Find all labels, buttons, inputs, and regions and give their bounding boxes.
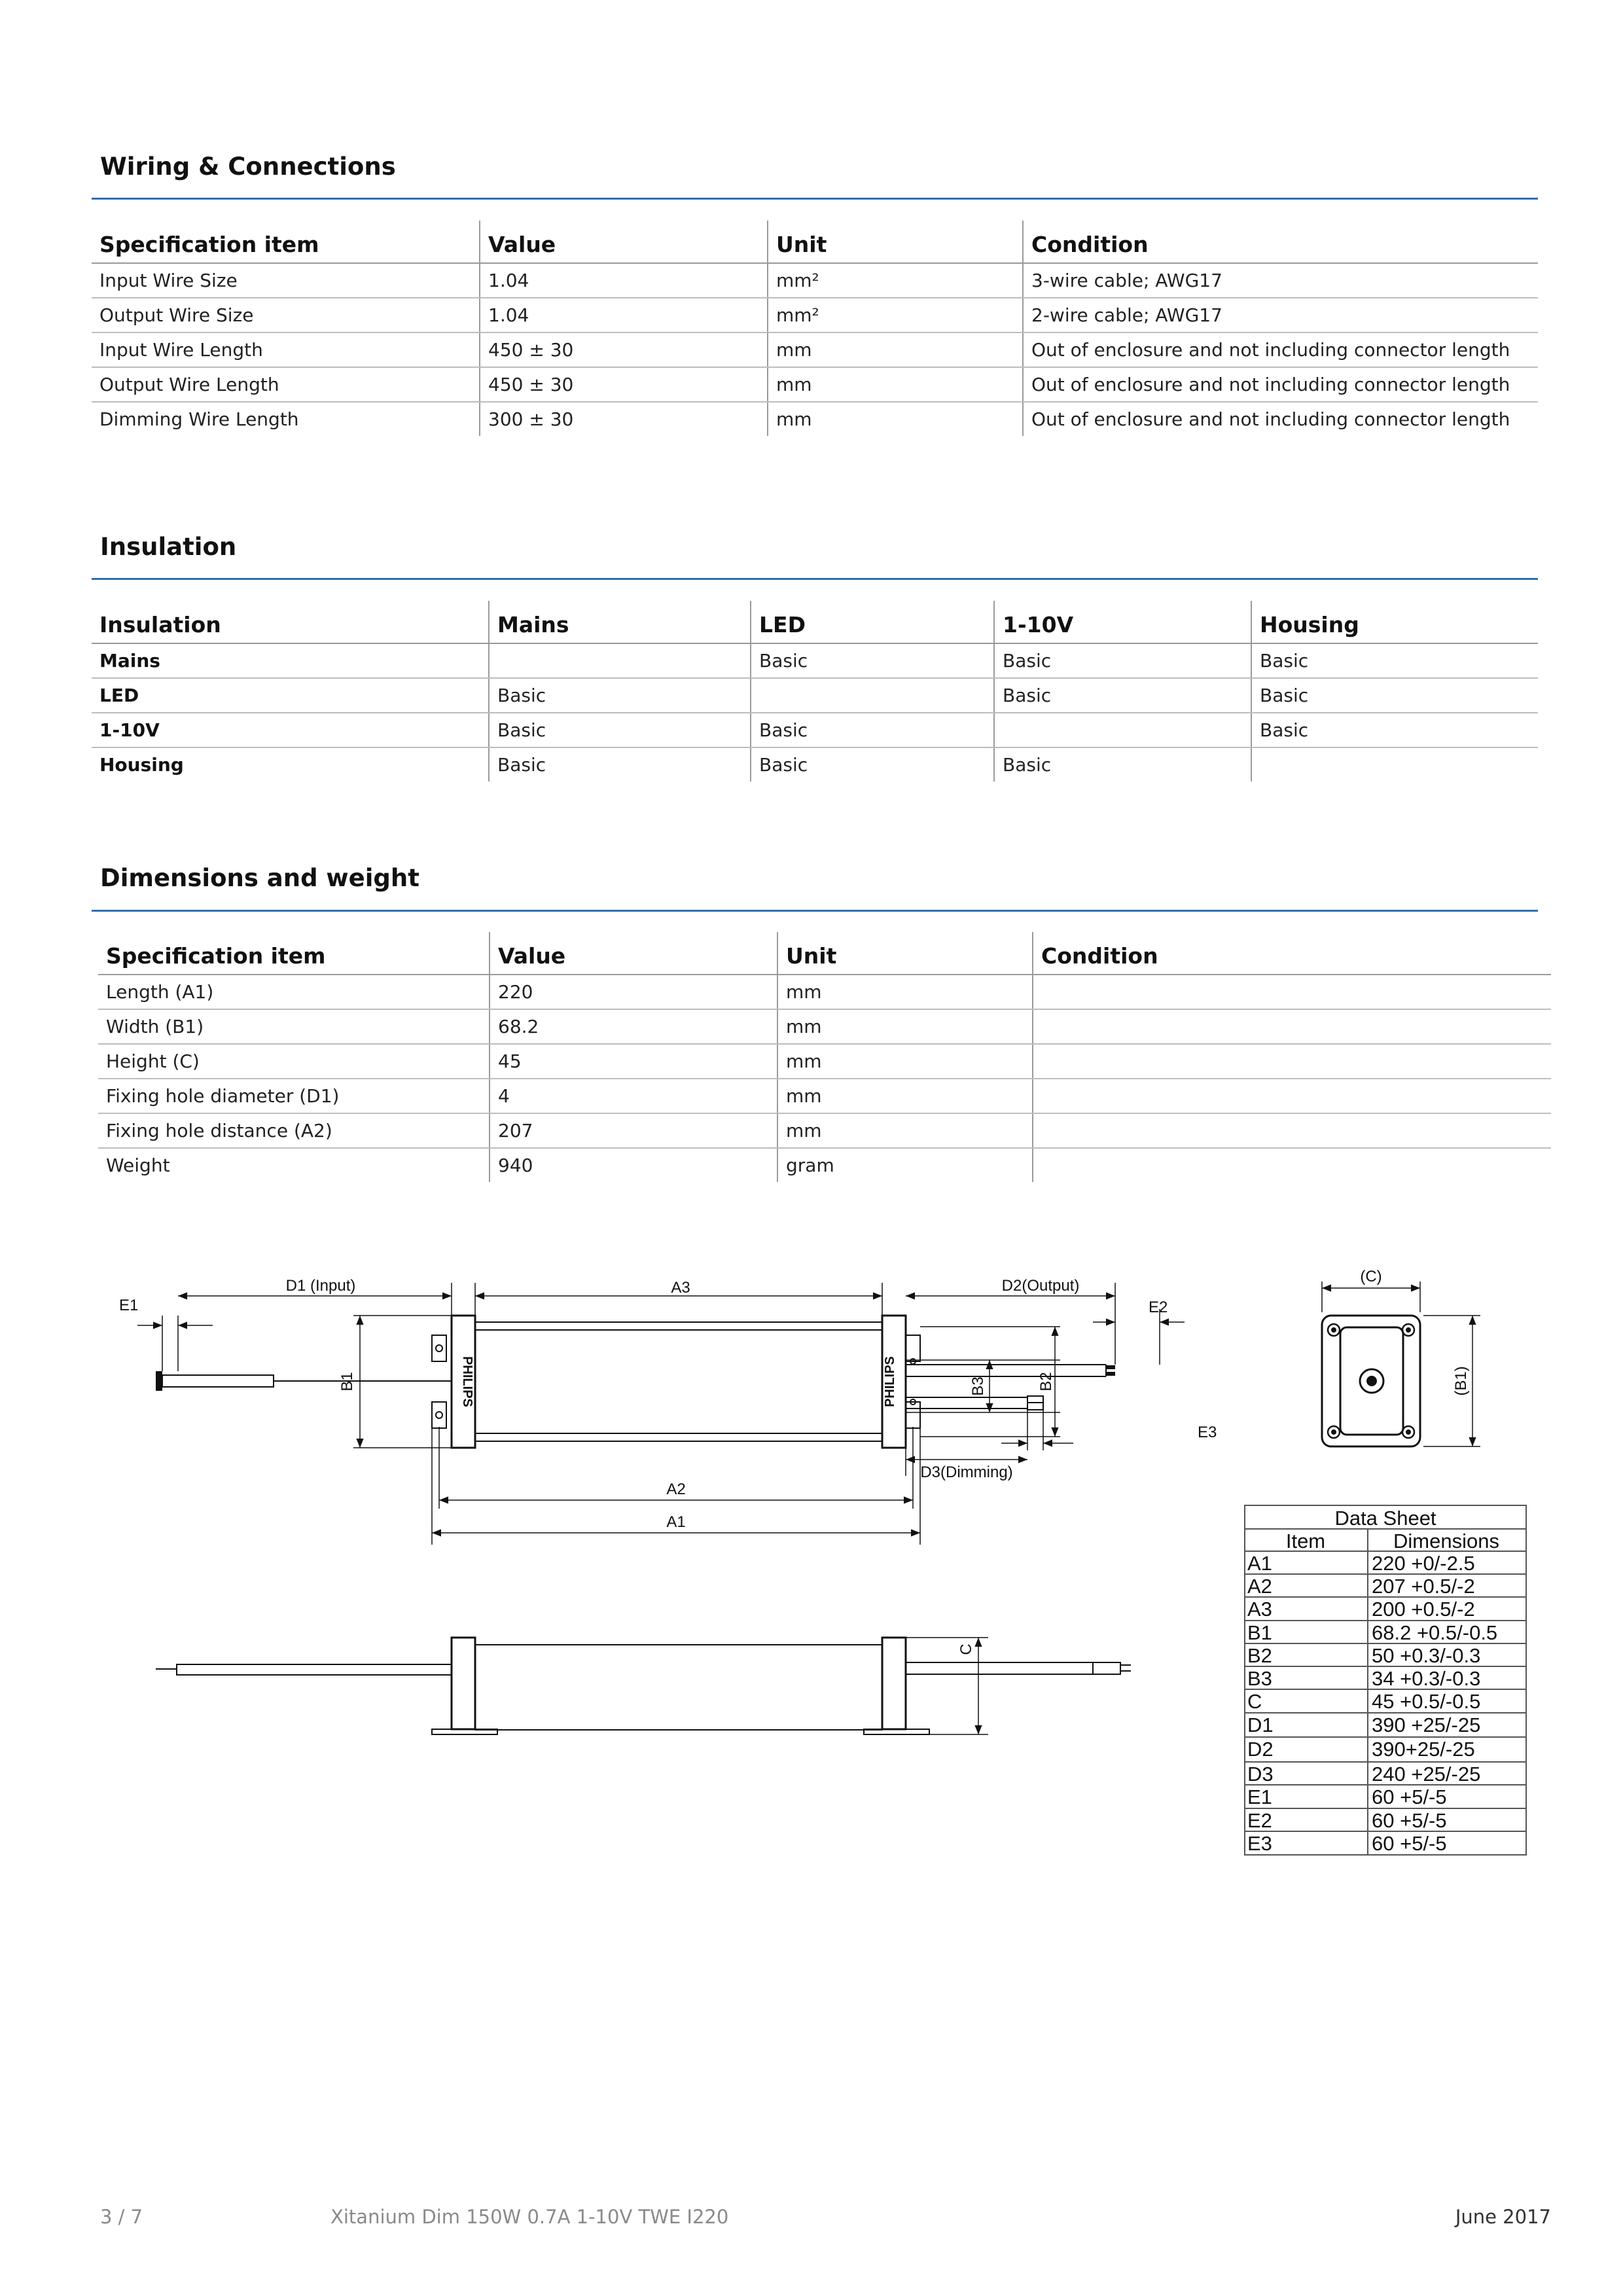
technical-drawing [98, 1230, 1531, 1892]
datasheet-value: 390+25/-25 [1372, 1738, 1475, 1761]
table-cell: Height (C) [98, 1044, 490, 1079]
row-header: Housing [99, 754, 184, 776]
table-cell: 450 ± 30 [480, 332, 768, 367]
end-view [1322, 1268, 1480, 1446]
table-cell: mm² [768, 263, 1023, 298]
table-row [92, 367, 1538, 402]
wiring-section-title: Wiring & Connections [100, 152, 396, 181]
label-a1: A1 [666, 1513, 686, 1531]
datasheet-header: Dimensions [1393, 1530, 1499, 1552]
datasheet-value: 200 +0.5/-2 [1372, 1598, 1475, 1621]
table-cell: Out of enclosure and not including connector length [1023, 402, 1538, 436]
table-cell: Basic [1251, 678, 1538, 713]
table-cell [489, 643, 751, 678]
table-header-row [92, 601, 1538, 643]
label-d3: D3(Dimming) [920, 1463, 1013, 1481]
table-cell: Output Wire Size [92, 298, 480, 332]
label-b1-side: (B1) [1452, 1366, 1470, 1396]
insulation-table [92, 601, 1538, 781]
table-cell: Basic [1251, 643, 1538, 678]
column-header: Unit [768, 221, 1023, 263]
table-cell: Basic [489, 713, 751, 747]
table-cell: Basic [489, 747, 751, 781]
row-header: Mains [92, 643, 489, 678]
table-cell [1033, 1009, 1551, 1044]
table-row [98, 975, 1551, 1009]
datasheet-value: 60 +5/-5 [1372, 1785, 1447, 1808]
table-header-row [92, 221, 1538, 263]
table-cell: mm² [768, 298, 1023, 332]
table-cell: Basic [489, 678, 751, 713]
label-e2: E2 [1149, 1299, 1168, 1316]
table-cell [1033, 1079, 1551, 1113]
table-cell [1033, 1113, 1551, 1148]
table-cell: 1.04 [480, 298, 768, 332]
table-cell: mm [777, 1044, 1033, 1079]
datasheet-item: A1 [1247, 1552, 1272, 1575]
dimensions-section-title: Dimensions and weight [100, 864, 419, 892]
table-cell: 4 [490, 1079, 777, 1113]
datasheet-item: E2 [1247, 1809, 1272, 1832]
datasheet-item: C [1247, 1690, 1262, 1713]
column-header: Housing [1251, 601, 1538, 643]
column-header: Mains [489, 601, 751, 643]
table-row [92, 298, 1538, 332]
table-row [98, 1079, 1551, 1113]
label-b2: B2 [1037, 1372, 1055, 1391]
datasheet-value: 34 +0.3/-0.3 [1372, 1667, 1481, 1690]
table-cell: 68.2 [490, 1009, 777, 1044]
column-header: Condition [1033, 932, 1551, 975]
wiring-section-rule [92, 198, 1538, 200]
table-row [92, 713, 1538, 747]
table-cell: Basic [751, 747, 994, 781]
row-header: LED [92, 678, 489, 713]
table-row [98, 1044, 1551, 1079]
row-header: 1-10V [92, 713, 489, 747]
top-view [119, 1277, 1217, 1545]
table-cell: 940 [490, 1148, 777, 1182]
table-cell: mm [768, 332, 1023, 367]
datasheet-item: A3 [1247, 1598, 1272, 1621]
label-e3: E3 [1198, 1424, 1217, 1441]
document-date: June 2017 [1455, 2206, 1551, 2228]
table-row [92, 263, 1538, 298]
table-cell [1033, 975, 1551, 1009]
column-header: Specification item [98, 932, 490, 975]
datasheet-value: 240 +25/-25 [1372, 1763, 1481, 1785]
table-cell: Weight [106, 1155, 170, 1176]
table-cell: Length (A1) [98, 975, 490, 1009]
insulation-section-title: Insulation [100, 533, 237, 561]
datasheet-value: 390 +25/-25 [1372, 1713, 1481, 1736]
table-cell: Width (B1) [98, 1009, 490, 1044]
table-cell: Out of enclosure and not including connector length [1023, 367, 1538, 402]
table-header-row [98, 932, 1551, 975]
table-row [98, 1148, 1551, 1182]
table-cell: mm [777, 1079, 1033, 1113]
column-header: 1-10V [994, 601, 1251, 643]
side-view [156, 1638, 1131, 1734]
table-cell [1033, 1044, 1551, 1079]
table-cell: gram [777, 1148, 1033, 1182]
product-name: Xitanium Dim 150W 0.7A 1-10V TWE I220 [330, 2206, 729, 2228]
datasheet-item: D1 [1247, 1713, 1274, 1736]
datasheet-item: E1 [1247, 1785, 1272, 1808]
table-row [92, 643, 1538, 678]
table-cell: 207 [490, 1113, 777, 1148]
column-header: Value [480, 221, 768, 263]
datasheet-value: 45 +0.5/-0.5 [1372, 1690, 1481, 1713]
table-cell: Dimming Wire Length [99, 408, 299, 430]
datasheet-value: 50 +0.3/-0.3 [1372, 1644, 1481, 1667]
table-row [92, 402, 1538, 436]
column-header: LED [751, 601, 994, 643]
wiring-table [92, 221, 1538, 436]
datasheet-item: A2 [1247, 1575, 1272, 1598]
label-e1: E1 [119, 1297, 139, 1314]
column-header: Insulation [92, 601, 489, 643]
table-cell: mm [777, 975, 1033, 1009]
table-cell: Basic [994, 747, 1251, 781]
table-cell: 450 ± 30 [480, 367, 768, 402]
datasheet-item: B1 [1247, 1621, 1272, 1644]
brand-label-right: PHILIPS [883, 1356, 897, 1407]
table-cell: Basic [1251, 713, 1538, 747]
table-cell [1033, 1148, 1551, 1182]
label-b3: B3 [969, 1376, 987, 1396]
table-cell [751, 678, 994, 713]
table-cell: Out of enclosure and not including connector length [1023, 332, 1538, 367]
table-row [92, 332, 1538, 367]
label-d1: D1 (Input) [285, 1277, 356, 1295]
datasheet-value: 60 +5/-5 [1372, 1832, 1447, 1855]
datasheet-table [1245, 1505, 1526, 1855]
dimensions-section-rule [92, 910, 1538, 912]
table-row [98, 1009, 1551, 1044]
table-cell: 3-wire cable; AWG17 [1023, 263, 1538, 298]
column-header: Unit [777, 932, 1033, 975]
table-cell: Fixing hole distance (A2) [98, 1113, 490, 1148]
datasheet-item: D3 [1247, 1763, 1274, 1785]
table-cell: Basic [994, 678, 1251, 713]
label-b1: B1 [338, 1372, 356, 1391]
table-cell: Input Wire Length [92, 332, 480, 367]
table-cell: mm [768, 367, 1023, 402]
table-row [98, 1113, 1551, 1148]
table-cell: Basic [751, 713, 994, 747]
label-c-top: (C) [1360, 1268, 1382, 1285]
label-a3: A3 [671, 1279, 690, 1297]
table-cell: mm [777, 1009, 1033, 1044]
brand-label: PHILIPS [460, 1356, 474, 1407]
datasheet-item: D2 [1247, 1738, 1274, 1761]
table-cell: mm [768, 402, 1023, 436]
table-row [92, 678, 1538, 713]
label-d2: D2(Output) [1001, 1277, 1080, 1295]
datasheet-item: B2 [1247, 1644, 1272, 1667]
datasheet-item: B3 [1247, 1667, 1272, 1690]
table-cell [994, 713, 1251, 747]
table-cell: Input Wire Size [92, 263, 480, 298]
page-number: 3 / 7 [100, 2206, 143, 2228]
label-a2: A2 [666, 1480, 686, 1498]
table-cell: Fixing hole diameter (D1) [98, 1079, 490, 1113]
datasheet-value: 60 +5/-5 [1372, 1809, 1447, 1832]
dimensions-table [98, 932, 1551, 1182]
datasheet-item: E3 [1247, 1832, 1272, 1855]
column-header: Specification item [92, 221, 480, 263]
label-c: C [957, 1643, 975, 1655]
table-cell [1251, 747, 1538, 781]
datasheet-header: Item [1285, 1530, 1326, 1552]
table-cell: 1.04 [480, 263, 768, 298]
table-row [92, 747, 1538, 781]
datasheet-value: 220 +0/-2.5 [1372, 1552, 1475, 1575]
column-header: Value [490, 932, 777, 975]
table-cell: Basic [994, 643, 1251, 678]
column-header: Condition [1023, 221, 1538, 263]
datasheet-value: 207 +0.5/-2 [1372, 1575, 1475, 1598]
table-cell: Basic [751, 643, 994, 678]
datasheet-value: 68.2 +0.5/-0.5 [1372, 1621, 1498, 1644]
table-cell: 45 [490, 1044, 777, 1079]
table-cell: mm [777, 1113, 1033, 1148]
table-cell: 300 ± 30 [480, 402, 768, 436]
table-cell: 220 [490, 975, 777, 1009]
datasheet-title: Data Sheet [1334, 1507, 1436, 1530]
table-cell: 2-wire cable; AWG17 [1023, 298, 1538, 332]
insulation-section-rule [92, 578, 1538, 580]
table-cell: Output Wire Length [92, 367, 480, 402]
